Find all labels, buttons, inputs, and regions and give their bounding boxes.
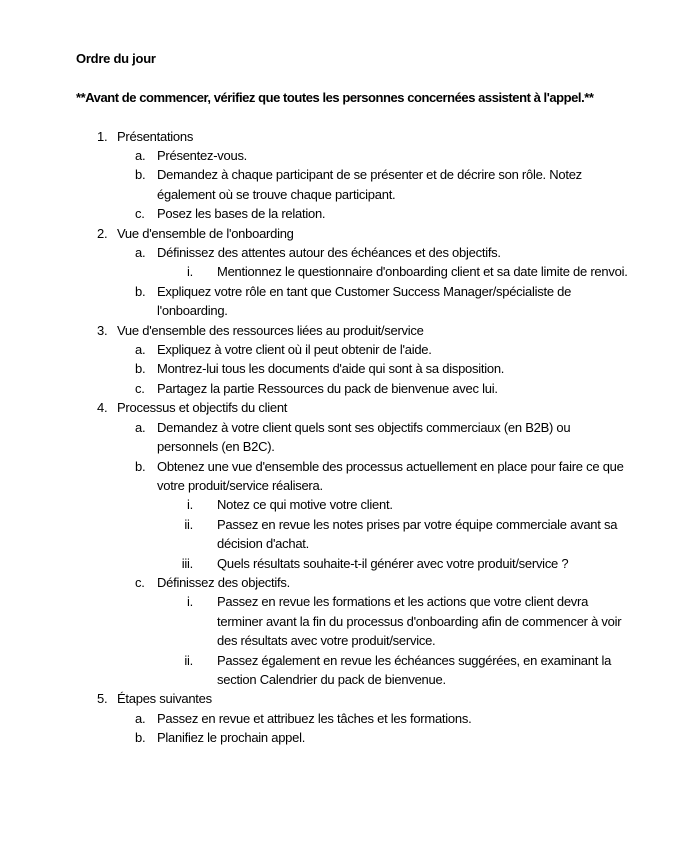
list-letter: b. bbox=[135, 167, 146, 183]
agenda-item bbox=[76, 127, 630, 146]
agenda-item bbox=[76, 321, 630, 340]
agenda-subsubitem-text: Quels résultats souhaite-t-il générer avec votre produit/service ? bbox=[217, 555, 569, 571]
agenda-item-label: Présentations bbox=[117, 128, 194, 144]
list-roman: iii. bbox=[181, 555, 193, 571]
list-letter: b. bbox=[135, 283, 146, 299]
agenda-subitem-text: Passez en revue et attribuez les tâches et les formations. bbox=[157, 710, 472, 726]
agenda-subsubitem bbox=[76, 262, 630, 281]
agenda-subitem bbox=[76, 165, 630, 204]
agenda-subitem-text: Demandez à chaque participant de se présenter et de décrire son rôle. Notez également où se trouve chaque participant. bbox=[157, 167, 582, 202]
agenda-subsubitem-text: Passez également en revue les échéances suggérées, en examinant la section Calendrier du pack de bienvenue. bbox=[217, 652, 612, 687]
list-roman: i. bbox=[187, 594, 193, 610]
document-title: Ordre du jour bbox=[76, 51, 156, 66]
list-letter: c. bbox=[135, 380, 145, 396]
list-letter: a. bbox=[135, 419, 146, 435]
list-letter: a. bbox=[135, 710, 146, 726]
agenda-subsubitem bbox=[76, 554, 630, 573]
agenda-subsubitem bbox=[76, 515, 630, 554]
agenda-subitem bbox=[76, 457, 630, 496]
list-letter: a. bbox=[135, 342, 146, 358]
agenda-subitem-text: Définissez des attentes autour des échéances et des objectifs. bbox=[157, 245, 501, 261]
agenda-subitem bbox=[76, 282, 630, 321]
agenda-subitem bbox=[76, 146, 630, 165]
list-number: 5. bbox=[97, 691, 108, 707]
list-letter: b. bbox=[135, 730, 146, 746]
list-roman: i. bbox=[187, 497, 193, 513]
list-number: 3. bbox=[97, 322, 108, 338]
agenda-subitem bbox=[76, 418, 630, 457]
list-roman: i. bbox=[187, 264, 193, 280]
list-letter: c. bbox=[135, 206, 145, 222]
agenda-subitem bbox=[76, 204, 630, 223]
agenda-subitem-text: Expliquez à votre client où il peut obtenir de l'aide. bbox=[157, 342, 432, 358]
agenda-subitem-text: Planifiez le prochain appel. bbox=[157, 730, 306, 746]
agenda-subitem-text: Montrez-lui tous les documents d'aide qui sont à sa disposition. bbox=[157, 361, 505, 377]
agenda-item bbox=[76, 689, 630, 708]
agenda-subitem bbox=[76, 379, 630, 398]
agenda-item bbox=[76, 224, 630, 243]
agenda-subsubitem bbox=[76, 495, 630, 514]
list-letter: a. bbox=[135, 148, 146, 163]
agenda-subsubitem-text: Mentionnez le questionnaire d'onboarding client et sa date limite de renvoi. bbox=[217, 264, 628, 280]
list-number: 4. bbox=[97, 400, 108, 416]
agenda-subitem-text: Partagez la partie Ressources du pack de bienvenue avec lui. bbox=[157, 380, 498, 396]
pre-call-notice: **Avant de commencer, vérifiez que toutes les personnes concernées assistent à l'appel.** bbox=[76, 89, 594, 105]
agenda-subitem-text: Demandez à votre client quels sont ses objectifs commerciaux (en B2B) ou personnels (en B2C). bbox=[157, 419, 571, 455]
agenda-subsubitem bbox=[76, 651, 630, 690]
list-letter: b. bbox=[135, 458, 146, 474]
list-roman: ii. bbox=[184, 516, 193, 532]
agenda-item-label: Vue d'ensemble des ressources liées au produit/service bbox=[117, 322, 424, 338]
list-number: 1. bbox=[97, 128, 108, 144]
list-number: 2. bbox=[97, 225, 108, 241]
agenda-subitem bbox=[76, 243, 630, 262]
agenda-subitem-text: Posez les bases de la relation. bbox=[157, 206, 326, 222]
agenda-item-label: Vue d'ensemble de l'onboarding bbox=[117, 225, 294, 241]
agenda-subitem bbox=[76, 359, 630, 378]
agenda-item bbox=[76, 398, 630, 417]
agenda-subsubitem-text: Passez en revue les formations et les actions que votre client devra terminer avant la fin du processus d'onboarding afin de commencer à voir des résultats avec votre produit/service. bbox=[217, 594, 622, 649]
agenda-item-label: Processus et objectifs du client bbox=[117, 400, 288, 416]
agenda-subitem-text: Présentez-vous. bbox=[157, 148, 248, 163]
agenda-subitem bbox=[76, 728, 630, 747]
agenda-subitem bbox=[76, 340, 630, 359]
agenda-subitem-text: Définissez des objectifs. bbox=[157, 574, 290, 590]
agenda-subitem bbox=[76, 573, 630, 592]
agenda-list bbox=[76, 127, 630, 748]
agenda-subsubitem bbox=[76, 592, 630, 650]
agenda-subitem-text: Expliquez votre rôle en tant que Customer Success Manager/spécialiste de l'onboarding. bbox=[157, 283, 572, 319]
list-letter: b. bbox=[135, 361, 146, 377]
list-letter: a. bbox=[135, 245, 146, 261]
agenda-subsubitem-text: Notez ce qui motive votre client. bbox=[217, 497, 393, 513]
agenda-subitem-text: Obtenez une vue d'ensemble des processus actuellement en place pour faire ce que votre produit/service réalisera. bbox=[157, 458, 624, 493]
agenda-subsubitem-text: Passez en revue les notes prises par votre équipe commerciale avant sa décision d'achat. bbox=[217, 516, 618, 552]
agenda-subitem bbox=[76, 709, 630, 728]
list-letter: c. bbox=[135, 574, 145, 590]
list-roman: ii. bbox=[184, 652, 193, 668]
agenda-item-label: Étapes suivantes bbox=[117, 691, 212, 707]
